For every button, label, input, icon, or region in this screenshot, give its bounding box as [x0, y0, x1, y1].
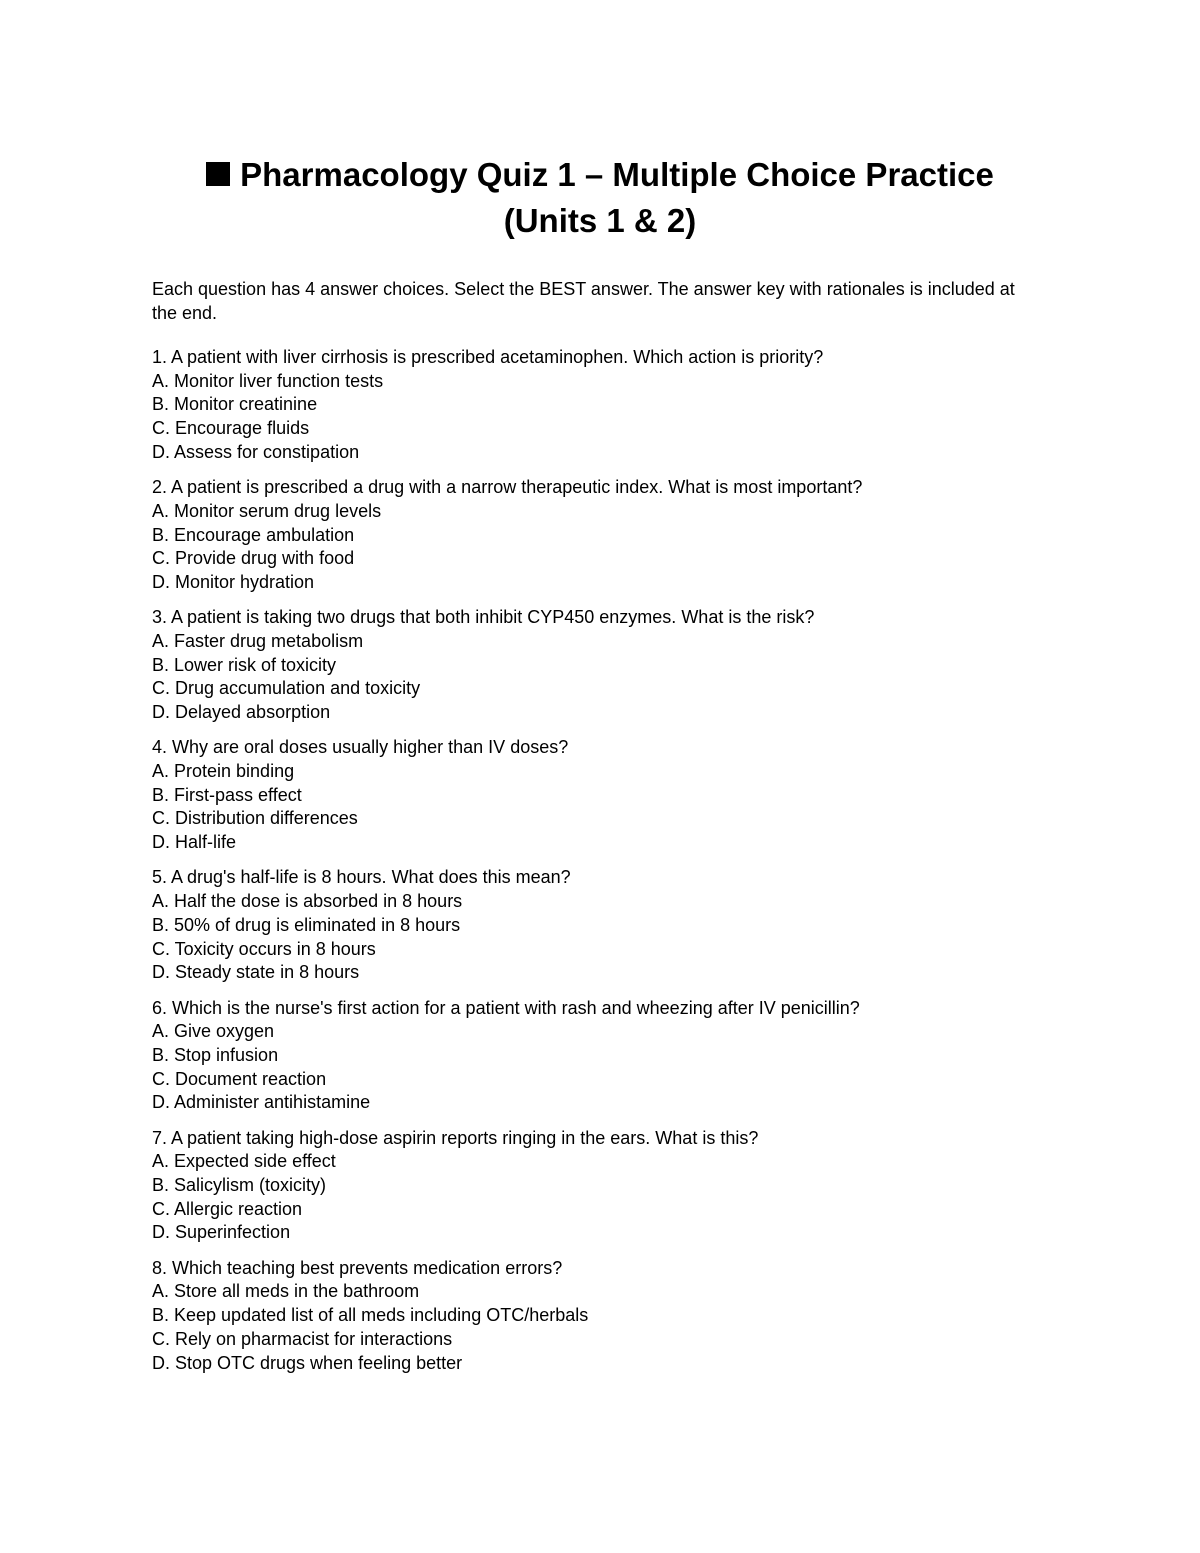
question-stem: 6. Which is the nurse's first action for a patient with rash and wheezing after IV penicillin? — [152, 997, 860, 1018]
answer-option: B. Monitor creatinine — [152, 394, 318, 415]
question-5 — [152, 866, 1052, 985]
answer-option: C. Rely on pharmacist for interactions — [152, 1328, 453, 1349]
question-stem: 8. Which teaching best prevents medication errors? — [152, 1257, 563, 1278]
title-line-1 — [0, 152, 1200, 198]
title-line-2: (Units 1 & 2) — [503, 202, 697, 239]
answer-option: B. Stop infusion — [152, 1044, 279, 1065]
question-1 — [152, 346, 1052, 465]
answer-option: B. First-pass effect — [152, 784, 302, 805]
answer-option: A. Faster drug metabolism — [152, 630, 364, 651]
question-2 — [152, 476, 1052, 595]
answer-option: C. Allergic reaction — [152, 1198, 303, 1219]
question-stem: 5. A drug's half-life is 8 hours. What does this mean? — [152, 867, 571, 888]
answer-option: B. Salicylism (toxicity) — [152, 1175, 327, 1196]
answer-option: C. Provide drug with food — [152, 548, 355, 569]
intro-paragraph: Each question has 4 answer choices. Select the BEST answer. The answer key with rationales is included at the end. — [152, 279, 1015, 323]
title-text-1: Pharmacology Quiz 1 – Multiple Choice Practice — [240, 156, 994, 193]
answer-option: C. Drug accumulation and toxicity — [152, 678, 421, 699]
answer-option: A. Expected side effect — [152, 1151, 336, 1172]
answer-option: C. Toxicity occurs in 8 hours — [152, 938, 376, 959]
answer-option: A. Monitor liver function tests — [152, 370, 384, 391]
answer-option: D. Delayed absorption — [152, 702, 331, 723]
answer-option: D. Assess for constipation — [152, 441, 360, 462]
answer-option: A. Store all meds in the bathroom — [152, 1281, 420, 1302]
answer-option: D. Monitor hydration — [152, 571, 315, 592]
answer-option: C. Document reaction — [152, 1068, 327, 1089]
answer-option: B. Lower risk of toxicity — [152, 654, 337, 675]
answer-option: D. Superinfection — [152, 1222, 291, 1243]
answer-option: B. Keep updated list of all meds including OTC/herbals — [152, 1305, 589, 1326]
question-stem: 3. A patient is taking two drugs that both inhibit CYP450 enzymes. What is the risk? — [152, 607, 815, 628]
answer-option: A. Protein binding — [152, 761, 295, 782]
question-6 — [152, 997, 1052, 1116]
answer-option: D. Half-life — [152, 832, 237, 853]
square-bullet-icon — [206, 162, 230, 186]
question-list — [152, 346, 1052, 1387]
question-7 — [152, 1127, 1052, 1246]
question-stem: 2. A patient is prescribed a drug with a narrow therapeutic index. What is most important? — [152, 477, 863, 498]
answer-option: A. Monitor serum drug levels — [152, 500, 382, 521]
question-8 — [152, 1257, 1052, 1376]
question-3 — [152, 606, 1052, 725]
question-4 — [152, 736, 1052, 855]
question-stem: 7. A patient taking high-dose aspirin reports ringing in the ears. What is this? — [152, 1127, 759, 1148]
question-stem: 4. Why are oral doses usually higher than IV doses? — [152, 737, 569, 758]
question-stem: 1. A patient with liver cirrhosis is prescribed acetaminophen. Which action is priority? — [152, 347, 824, 367]
answer-option: B. 50% of drug is eliminated in 8 hours — [152, 914, 461, 935]
answer-option: A. Give oxygen — [152, 1021, 275, 1042]
answer-option: B. Encourage ambulation — [152, 524, 355, 545]
answer-option: C. Distribution differences — [152, 808, 358, 829]
answer-option: D. Stop OTC drugs when feeling better — [152, 1352, 463, 1373]
page-title — [0, 152, 1200, 244]
answer-option: A. Half the dose is absorbed in 8 hours — [152, 891, 463, 912]
answer-option: C. Encourage fluids — [152, 418, 310, 439]
answer-option: D. Steady state in 8 hours — [152, 962, 360, 983]
answer-option: D. Administer antihistamine — [152, 1092, 371, 1113]
